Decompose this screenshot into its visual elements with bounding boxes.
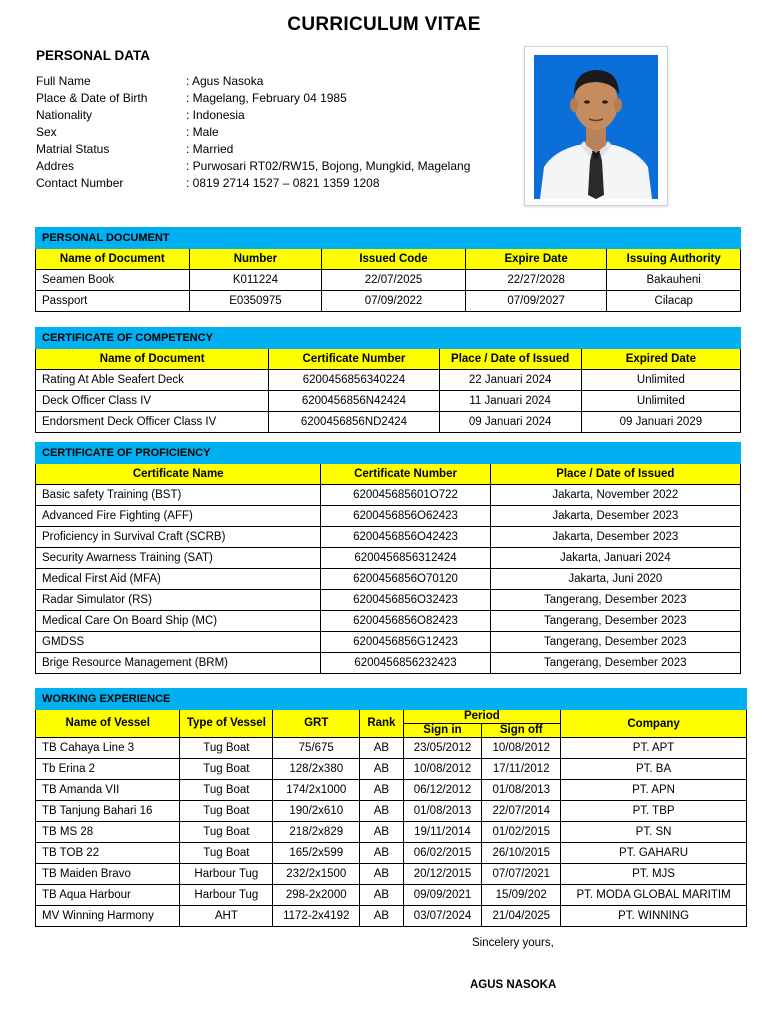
profile-photo: [524, 46, 668, 206]
personal-data-value: : Purwosari RT02/RW15, Bojong, Mungkid, Magelang: [186, 159, 471, 173]
personal-document-cell: 22/07/2025: [322, 270, 466, 291]
work-experience-cell: 21/04/2025: [482, 906, 561, 927]
proficiency-cell: Medical Care On Board Ship (MC): [36, 611, 321, 632]
personal-data-row: [36, 107, 245, 124]
personal-document-column-header: Issuing Authority: [607, 249, 741, 270]
competency-row: [36, 412, 741, 433]
work-experience-cell: 01/08/2013: [403, 801, 482, 822]
proficiency-cell: 6200456856O32423: [321, 590, 490, 611]
personal-data-row: [36, 73, 263, 90]
proficiency-cell: Tangerang, Desember 2023: [490, 590, 740, 611]
work-experience-cell: 19/11/2014: [403, 822, 482, 843]
proficiency-row: [36, 653, 741, 674]
work-experience-row: [36, 822, 747, 843]
work-experience-column-header: Company: [561, 710, 747, 738]
proficiency-cell: Jakarta, November 2022: [490, 485, 740, 506]
work-experience-cell: Tug Boat: [180, 759, 273, 780]
personal-document-row: [36, 270, 741, 291]
personal-data-value: : Indonesia: [186, 108, 245, 122]
proficiency-cell: Radar Simulator (RS): [36, 590, 321, 611]
personal-data-value: : 0819 2714 1527 – 0821 1359 1208: [186, 176, 380, 190]
personal-document-column-header: Issued Code: [322, 249, 466, 270]
work-experience-cell: AB: [360, 906, 403, 927]
proficiency-cell: Basic safety Training (BST): [36, 485, 321, 506]
proficiency-cell: 620045685601O722: [321, 485, 490, 506]
proficiency-cell: Jakarta, Januari 2024: [490, 548, 740, 569]
work-experience-cell: 09/09/2021: [403, 885, 482, 906]
proficiency-row: [36, 569, 741, 590]
personal-document-cell: Bakauheni: [607, 270, 741, 291]
proficiency-cell: Brige Resource Management (BRM): [36, 653, 321, 674]
work-experience-cell: AB: [360, 822, 403, 843]
personal-data-row: [36, 124, 219, 141]
certificate-of-competency-table: [35, 327, 741, 433]
work-experience-cell: PT. TBP: [561, 801, 747, 822]
work-experience-cell: TB Cahaya Line 3: [36, 738, 180, 759]
personal-data-label: Sex: [36, 125, 57, 139]
competency-column-header: Certificate Number: [269, 349, 439, 370]
personal-data-label: Addres: [36, 159, 75, 173]
work-experience-cell: PT. APN: [561, 780, 747, 801]
work-experience-row: [36, 759, 747, 780]
proficiency-row: [36, 506, 741, 527]
proficiency-cell: 6200456856O70120: [321, 569, 490, 590]
proficiency-cell: 6200456856232423: [321, 653, 490, 674]
work-experience-cell: 01/08/2013: [482, 780, 561, 801]
work-experience-cell: TB Maiden Bravo: [36, 864, 180, 885]
personal-data-row: [36, 90, 347, 107]
personal-data-row: [36, 141, 233, 158]
competency-cell: 09 Januari 2024: [439, 412, 581, 433]
work-experience-row: [36, 906, 747, 927]
personal-document-section-row: [36, 228, 741, 249]
working-experience-table: [35, 688, 747, 927]
proficiency-row: [36, 590, 741, 611]
work-experience-row: [36, 843, 747, 864]
competency-column-header: Expired Date: [581, 349, 740, 370]
work-experience-column-header: Rank: [360, 710, 403, 738]
proficiency-cell: Tangerang, Desember 2023: [490, 653, 740, 674]
signer-name: AGUS NASOKA: [470, 979, 557, 991]
personal-document-cell: E0350975: [189, 291, 322, 312]
work-experience-cell: TB TOB 22: [36, 843, 180, 864]
work-experience-cell: 232/2x1500: [273, 864, 360, 885]
personal-data-row: [36, 158, 470, 175]
portrait-image: [534, 55, 658, 199]
work-experience-cell: Tug Boat: [180, 843, 273, 864]
work-experience-subcolumn-header: Sign in: [403, 724, 482, 738]
personal-data-value: : Male: [186, 125, 219, 139]
work-experience-cell: 165/2x599: [273, 843, 360, 864]
personal-document-table: [35, 227, 741, 312]
work-experience-cell: PT. SN: [561, 822, 747, 843]
work-experience-row: [36, 801, 747, 822]
personal-data-value: : Magelang, February 04 1985: [186, 91, 347, 105]
proficiency-row: [36, 611, 741, 632]
work-experience-column-header: GRT: [273, 710, 360, 738]
work-experience-cell: TB Aqua Harbour: [36, 885, 180, 906]
work-experience-row: [36, 738, 747, 759]
competency-cell: Deck Officer Class IV: [36, 391, 269, 412]
proficiency-cell: Tangerang, Desember 2023: [490, 632, 740, 653]
proficiency-column-header: Certificate Name: [36, 464, 321, 485]
work-experience-cell: Harbour Tug: [180, 885, 273, 906]
competency-column-header: Place / Date of Issued: [439, 349, 581, 370]
proficiency-column-header: Certificate Number: [321, 464, 490, 485]
personal-document-row: [36, 291, 741, 312]
work-experience-cell: 06/02/2015: [403, 843, 482, 864]
work-experience-cell: 26/10/2015: [482, 843, 561, 864]
personal-document-column-header: Number: [189, 249, 322, 270]
certificate-of-proficiency-table: [35, 442, 741, 674]
competency-row: [36, 391, 741, 412]
proficiency-row: [36, 548, 741, 569]
work-experience-cell: 190/2x610: [273, 801, 360, 822]
work-experience-cell: Tug Boat: [180, 780, 273, 801]
work-experience-cell: 75/675: [273, 738, 360, 759]
competency-cell: Unlimited: [581, 370, 740, 391]
work-experience-cell: Tug Boat: [180, 801, 273, 822]
competency-header-row: [36, 349, 741, 370]
work-experience-cell: TB Tanjung Bahari 16: [36, 801, 180, 822]
proficiency-row: [36, 632, 741, 653]
work-experience-cell: 22/07/2014: [482, 801, 561, 822]
work-experience-cell: AB: [360, 759, 403, 780]
personal-document-column-header: Expire Date: [465, 249, 607, 270]
work-experience-period-header: Period: [403, 710, 561, 724]
personal-document-cell: 22/27/2028: [465, 270, 607, 291]
closing-salutation: Sincelery yours,: [472, 937, 554, 949]
proficiency-cell: Jakarta, Desember 2023: [490, 506, 740, 527]
work-experience-cell: 06/12/2012: [403, 780, 482, 801]
work-experience-cell: 174/2x1000: [273, 780, 360, 801]
proficiency-cell: Tangerang, Desember 2023: [490, 611, 740, 632]
work-experience-cell: 1172-2x4192: [273, 906, 360, 927]
personal-data-value: : Married: [186, 142, 234, 156]
work-experience-cell: 20/12/2015: [403, 864, 482, 885]
competency-cell: 09 Januari 2029: [581, 412, 740, 433]
work-experience-row: [36, 885, 747, 906]
personal-data-value: : Agus Nasoka: [186, 74, 264, 88]
work-experience-cell: AB: [360, 780, 403, 801]
personal-data-heading: PERSONAL DATA: [36, 48, 151, 63]
proficiency-cell: 6200456856312424: [321, 548, 490, 569]
proficiency-cell: Jakarta, Desember 2023: [490, 527, 740, 548]
proficiency-section-row: [36, 443, 741, 464]
work-experience-cell: 15/09/202: [482, 885, 561, 906]
work-experience-cell: AHT: [180, 906, 273, 927]
work-experience-column-header: Type of Vessel: [180, 710, 273, 738]
work-experience-cell: PT. APT: [561, 738, 747, 759]
work-experience-cell: PT. MODA GLOBAL MARITIM: [561, 885, 747, 906]
competency-cell: Endorsment Deck Officer Class IV: [36, 412, 269, 433]
personal-document-cell: 07/09/2027: [465, 291, 607, 312]
work-experience-cell: AB: [360, 885, 403, 906]
competency-cell: 22 Januari 2024: [439, 370, 581, 391]
personal-document-section-heading: PERSONAL DOCUMENT: [36, 228, 741, 249]
work-experience-cell: 17/11/2012: [482, 759, 561, 780]
personal-document-cell: Seamen Book: [36, 270, 190, 291]
proficiency-cell: Proficiency in Survival Craft (SCRB): [36, 527, 321, 548]
work-experience-header-row: [36, 710, 747, 724]
competency-section-heading: CERTIFICATE OF COMPETENCY: [36, 328, 741, 349]
work-experience-cell: AB: [360, 864, 403, 885]
work-experience-section-heading: WORKING EXPERIENCE: [36, 689, 747, 710]
proficiency-column-header: Place / Date of Issued: [490, 464, 740, 485]
work-experience-cell: 128/2x380: [273, 759, 360, 780]
competency-column-header: Name of Document: [36, 349, 269, 370]
work-experience-cell: 218/2x829: [273, 822, 360, 843]
work-experience-cell: Tug Boat: [180, 822, 273, 843]
competency-cell: Unlimited: [581, 391, 740, 412]
proficiency-cell: 6200456856G12423: [321, 632, 490, 653]
proficiency-cell: GMDSS: [36, 632, 321, 653]
competency-cell: 11 Januari 2024: [439, 391, 581, 412]
personal-document-cell: Passport: [36, 291, 190, 312]
work-experience-column-header: Name of Vessel: [36, 710, 180, 738]
proficiency-cell: Medical First Aid (MFA): [36, 569, 321, 590]
work-experience-cell: 01/02/2015: [482, 822, 561, 843]
work-experience-cell: 23/05/2012: [403, 738, 482, 759]
personal-document-header-row: [36, 249, 741, 270]
proficiency-header-row: [36, 464, 741, 485]
work-experience-row: [36, 780, 747, 801]
proficiency-row: [36, 527, 741, 548]
work-experience-cell: 10/08/2012: [482, 738, 561, 759]
work-experience-cell: TB Amanda VII: [36, 780, 180, 801]
proficiency-cell: 6200456856O82423: [321, 611, 490, 632]
proficiency-cell: Jakarta, Juni 2020: [490, 569, 740, 590]
personal-document-column-header: Name of Document: [36, 249, 190, 270]
personal-document-cell: Cilacap: [607, 291, 741, 312]
work-experience-cell: 298-2x2000: [273, 885, 360, 906]
competency-cell: 6200456856ND2424: [269, 412, 439, 433]
personal-data-label: Full Name: [36, 74, 91, 88]
personal-document-cell: 07/09/2022: [322, 291, 466, 312]
work-experience-cell: Tug Boat: [180, 738, 273, 759]
proficiency-row: [36, 485, 741, 506]
work-experience-cell: PT. WINNING: [561, 906, 747, 927]
proficiency-cell: 6200456856O62423: [321, 506, 490, 527]
work-experience-cell: MV Winning Harmony: [36, 906, 180, 927]
personal-data-label: Place & Date of Birth: [36, 91, 148, 105]
competency-row: [36, 370, 741, 391]
work-experience-cell: AB: [360, 801, 403, 822]
personal-data-label: Matrial Status: [36, 142, 110, 156]
personal-data-label: Nationality: [36, 108, 93, 122]
personal-document-cell: K011224: [189, 270, 322, 291]
personal-data-row: [36, 175, 380, 192]
work-experience-cell: Harbour Tug: [180, 864, 273, 885]
work-experience-cell: 03/07/2024: [403, 906, 482, 927]
work-experience-cell: AB: [360, 843, 403, 864]
work-experience-cell: 07/07/2021: [482, 864, 561, 885]
competency-cell: Rating At Able Seafert Deck: [36, 370, 269, 391]
competency-cell: 6200456856340224: [269, 370, 439, 391]
work-experience-cell: PT. GAHARU: [561, 843, 747, 864]
proficiency-cell: 6200456856O42423: [321, 527, 490, 548]
work-experience-cell: PT. MJS: [561, 864, 747, 885]
competency-section-row: [36, 328, 741, 349]
work-experience-section-row: [36, 689, 747, 710]
work-experience-cell: AB: [360, 738, 403, 759]
page-title: CURRICULUM VITAE: [287, 14, 481, 35]
work-experience-cell: PT. BA: [561, 759, 747, 780]
proficiency-cell: Security Awarness Training (SAT): [36, 548, 321, 569]
competency-cell: 6200456856N42424: [269, 391, 439, 412]
proficiency-section-heading: CERTIFICATE OF PROFICIENCY: [36, 443, 741, 464]
proficiency-cell: Advanced Fire Fighting (AFF): [36, 506, 321, 527]
work-experience-row: [36, 864, 747, 885]
work-experience-subcolumn-header: Sign off: [482, 724, 561, 738]
work-experience-cell: 10/08/2012: [403, 759, 482, 780]
personal-data-label: Contact Number: [36, 176, 124, 190]
work-experience-cell: Tb Erina 2: [36, 759, 180, 780]
work-experience-cell: TB MS 28: [36, 822, 180, 843]
